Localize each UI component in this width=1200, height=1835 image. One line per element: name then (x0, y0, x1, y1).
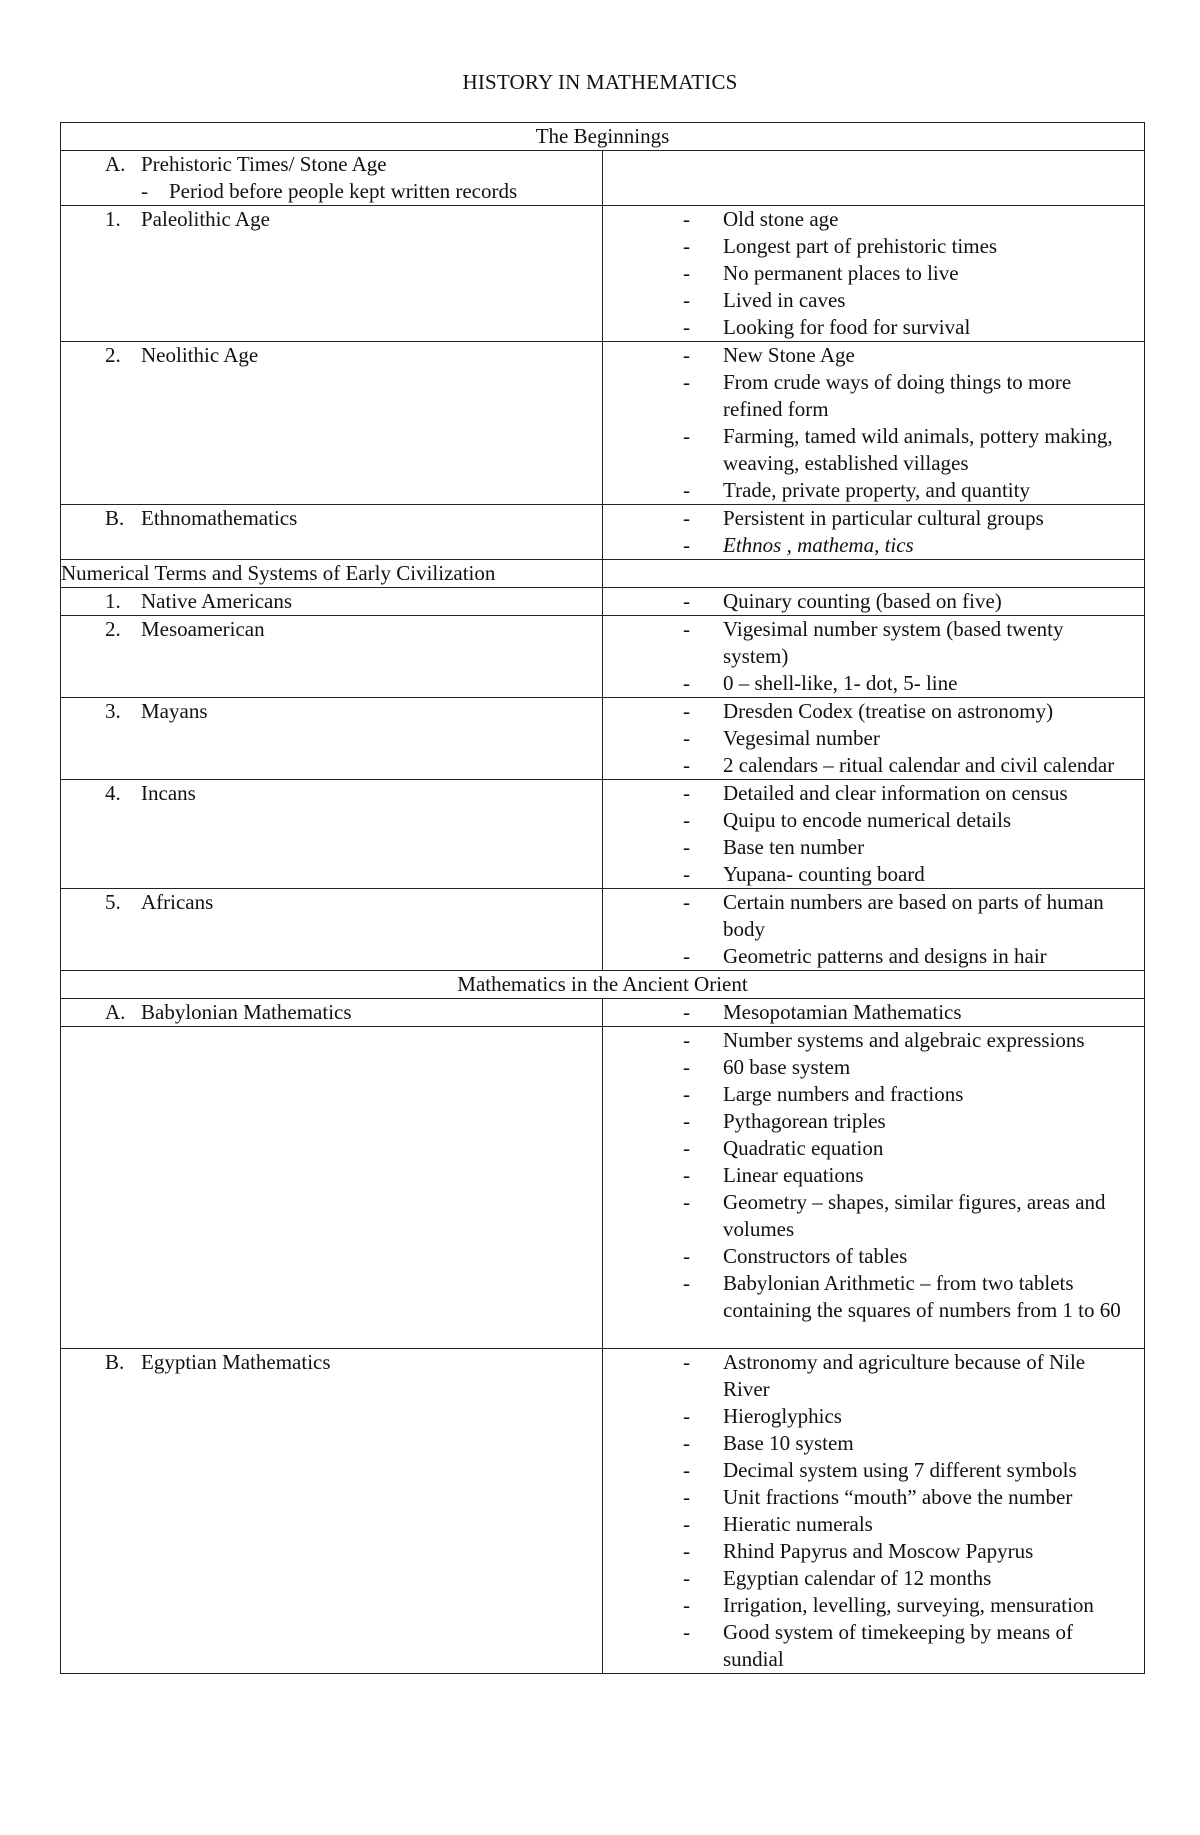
bullet-dash: - (683, 1431, 690, 1455)
list-item (603, 1243, 1132, 1270)
list-item-text: Rhind Papyrus and Moscow Papyrus (723, 1539, 1034, 1563)
row-label-cell (61, 151, 603, 206)
list-item-text: 2 calendars – ritual calendar and civil calendar (723, 753, 1115, 777)
bullet-dash: - (683, 589, 690, 613)
table-row (61, 1349, 1145, 1674)
row-detail-cell (603, 999, 1145, 1027)
row-label: Egyptian Mathematics (141, 1350, 331, 1374)
row-detail-cell (603, 342, 1145, 505)
list-item (603, 287, 1132, 314)
bullet-dash: - (683, 808, 690, 832)
list-item-text: Egyptian calendar of 12 months (723, 1566, 992, 1590)
row-marker: 4. (105, 781, 121, 805)
list-item-text: New Stone Age (723, 343, 855, 367)
bullet-list (603, 698, 1144, 779)
bullet-list (603, 206, 1144, 341)
list-item-text: Trade, private property, and quantity (723, 478, 1030, 502)
row-marker: B. (105, 1350, 125, 1374)
row-label: Prehistoric Times/ Stone Age (141, 152, 387, 176)
list-item (603, 889, 1132, 943)
bullet-dash: - (683, 261, 690, 285)
bullet-dash: - (683, 506, 690, 530)
list-item-text: Pythagorean triples (723, 1109, 886, 1133)
list-item-text: Persistent in particular cultural groups (723, 506, 1044, 530)
list-item (603, 943, 1132, 970)
row-label-cell (61, 1027, 603, 1349)
list-item-text: Geometry – shapes, similar figures, areas and volumes (723, 1190, 1106, 1241)
bullet-list (603, 588, 1144, 615)
row-detail-cell (603, 780, 1145, 889)
bullet-dash: - (683, 1566, 690, 1590)
list-item (603, 1511, 1132, 1538)
list-item (603, 834, 1132, 861)
row-label-cell (61, 1349, 603, 1674)
table-row (61, 505, 1145, 560)
list-item-text: Number systems and algebraic expressions (723, 1028, 1085, 1052)
bullet-dash: - (683, 1458, 690, 1482)
row-label: Babylonian Mathematics (141, 1000, 352, 1024)
list-item-text: Longest part of prehistoric times (723, 234, 998, 258)
bullet-dash: - (683, 1512, 690, 1536)
list-item (603, 1135, 1132, 1162)
table-row (61, 1027, 1145, 1349)
list-item (603, 532, 1132, 559)
table-row (61, 616, 1145, 698)
table-row (61, 780, 1145, 889)
list-item (603, 1538, 1132, 1565)
bullet-dash: - (141, 179, 148, 203)
list-item-text: Yupana- counting board (723, 862, 925, 886)
bullet-list (603, 889, 1144, 970)
list-item (603, 752, 1132, 779)
list-item-text: 60 base system (723, 1055, 851, 1079)
list-item (603, 1081, 1132, 1108)
list-item (603, 314, 1132, 341)
bullet-dash: - (683, 1082, 690, 1106)
row-marker: A. (105, 152, 126, 176)
row-label-cell (61, 616, 603, 698)
list-item-text: Base 10 system (723, 1431, 854, 1455)
list-item-text: Looking for food for survival (723, 315, 971, 339)
row-label: Incans (141, 781, 196, 805)
row-label: Mayans (141, 699, 208, 723)
bullet-dash: - (683, 234, 690, 258)
row-marker: 2. (105, 617, 121, 641)
list-item-text: Detailed and clear information on census (723, 781, 1068, 805)
list-item-text: Babylonian Arithmetic – from two tablets containing the squares of numbers from 1 to 60 (723, 1271, 1121, 1322)
list-item-text: Decimal system using 7 different symbols (723, 1458, 1077, 1482)
row-detail-cell (603, 588, 1145, 616)
list-item-text: Hieratic numerals (723, 1512, 873, 1536)
bullet-dash: - (683, 1485, 690, 1509)
row-label-cell (61, 999, 603, 1027)
bullet-dash: - (683, 862, 690, 886)
list-item (603, 725, 1132, 752)
list-item-text: Hieroglyphics (723, 1404, 842, 1428)
section-header-row (61, 123, 1145, 151)
list-item-text: Unit fractions “mouth” above the number (723, 1485, 1073, 1509)
list-item (603, 588, 1132, 615)
list-item (603, 477, 1132, 504)
bullet-dash: - (683, 1136, 690, 1160)
list-item (603, 1619, 1132, 1673)
bullet-dash: - (683, 726, 690, 750)
table-row (61, 151, 1145, 206)
row-detail-cell (603, 1027, 1145, 1349)
row-label: Paleolithic Age (141, 207, 270, 231)
table-row (61, 889, 1145, 971)
bullet-dash: - (683, 533, 690, 557)
row-marker: 5. (105, 890, 121, 914)
row-marker: 1. (105, 589, 121, 613)
list-item (603, 1484, 1132, 1511)
list-item (603, 1592, 1132, 1619)
list-item (603, 233, 1132, 260)
row-label-cell (61, 588, 603, 616)
bullet-list (603, 780, 1144, 888)
list-item (603, 423, 1132, 477)
bullet-dash: - (683, 1000, 690, 1024)
list-item-text: Astronomy and agriculture because of Nile River (723, 1350, 1086, 1401)
row-detail-cell (603, 505, 1145, 560)
bullet-dash: - (683, 1190, 690, 1214)
bullet-list (603, 999, 1144, 1026)
list-item (603, 505, 1132, 532)
bullet-dash: - (683, 781, 690, 805)
bullet-list (603, 342, 1144, 504)
row-label: Africans (141, 890, 214, 914)
bullet-dash: - (683, 288, 690, 312)
list-item (603, 670, 1132, 697)
row-sublabel: Period before people kept written records (169, 179, 518, 203)
page-title: HISTORY IN MATHEMATICS (462, 70, 738, 94)
row-label: Mesoamerican (141, 617, 265, 641)
list-item-text: Old stone age (723, 207, 839, 231)
list-item-text: No permanent places to live (723, 261, 959, 285)
bullet-dash: - (683, 699, 690, 723)
list-item-text: Mesopotamian Mathematics (723, 1000, 962, 1024)
row-label-cell (61, 206, 603, 342)
section-header-numerical: Numerical Terms and Systems of Early Civilization (61, 560, 603, 588)
bullet-dash: - (683, 835, 690, 859)
list-item-text: Good system of timekeeping by means of sundial (723, 1620, 1073, 1671)
list-item (603, 780, 1132, 807)
row-label: Neolithic Age (141, 343, 259, 367)
list-item (603, 369, 1132, 423)
bullet-dash: - (683, 1028, 690, 1052)
list-item-text: Dresden Codex (treatise on astronomy) (723, 699, 1054, 723)
row-label-cell (61, 889, 603, 971)
list-item-text: Certain numbers are based on parts of human body (723, 890, 1104, 941)
list-item (603, 1565, 1132, 1592)
list-item (603, 1457, 1132, 1484)
list-item (603, 1403, 1132, 1430)
row-label-cell (61, 780, 603, 889)
list-item (603, 1270, 1132, 1324)
bullet-dash: - (683, 1593, 690, 1617)
list-item (603, 260, 1132, 287)
row-detail-cell (603, 1349, 1145, 1674)
bullet-dash: - (683, 370, 690, 394)
list-item-text: From crude ways of doing things to more refined form (723, 370, 1072, 421)
list-item (603, 1162, 1132, 1189)
table-row (61, 206, 1145, 342)
list-item-text: Vigesimal number system (based twenty system) (723, 617, 1064, 668)
list-item-text: Irrigation, levelling, surveying, mensuration (723, 1593, 1094, 1617)
row-marker: A. (105, 1000, 126, 1024)
bullet-dash: - (683, 424, 690, 448)
bullet-dash: - (683, 1055, 690, 1079)
bullet-dash: - (683, 343, 690, 367)
list-item-text: Base ten number (723, 835, 865, 859)
bullet-dash: - (683, 207, 690, 231)
bullet-dash: - (683, 1244, 690, 1268)
row-label-cell (61, 342, 603, 505)
table-row (61, 588, 1145, 616)
table-row (61, 560, 1145, 588)
bullet-dash: - (683, 1109, 690, 1133)
list-item (603, 342, 1132, 369)
list-item (603, 1027, 1132, 1054)
history-table (60, 122, 1145, 1674)
list-item-text: Large numbers and fractions (723, 1082, 964, 1106)
row-marker: 2. (105, 343, 121, 367)
row-marker: 3. (105, 699, 121, 723)
row-label: Ethnomathematics (141, 506, 298, 530)
table-row (61, 698, 1145, 780)
list-item (603, 1108, 1132, 1135)
row-label-cell (61, 505, 603, 560)
list-item-text: 0 – shell-like, 1- dot, 5- line (723, 671, 958, 695)
bullet-dash: - (683, 671, 690, 695)
list-item-text: Lived in caves (723, 288, 846, 312)
section-header-orient: Mathematics in the Ancient Orient (61, 971, 1145, 999)
bullet-dash: - (683, 753, 690, 777)
bullet-dash: - (683, 478, 690, 502)
list-item (603, 1054, 1132, 1081)
list-item-text: Geometric patterns and designs in hair (723, 944, 1047, 968)
row-label: Native Americans (141, 589, 293, 613)
list-item (603, 698, 1132, 725)
bullet-list (603, 1349, 1144, 1673)
table-row (61, 999, 1145, 1027)
list-item (603, 807, 1132, 834)
list-item (603, 861, 1132, 888)
row-detail-cell (603, 616, 1145, 698)
row-detail-cell (603, 698, 1145, 780)
bullet-dash: - (683, 315, 690, 339)
bullet-list (603, 505, 1144, 559)
bullet-dash: - (683, 1350, 690, 1374)
row-detail-cell (603, 206, 1145, 342)
list-item (603, 1189, 1132, 1243)
table-row (61, 342, 1145, 505)
row-marker: B. (105, 506, 125, 530)
list-item-text: Linear equations (723, 1163, 864, 1187)
bullet-dash: - (683, 1163, 690, 1187)
section-header-row (61, 971, 1145, 999)
list-item (603, 1430, 1132, 1457)
section-header-beginnings: The Beginnings (61, 123, 1145, 151)
list-item-text: Farming, tamed wild animals, pottery making, weaving, established villages (723, 424, 1113, 475)
list-item (603, 1349, 1132, 1403)
row-detail-cell (603, 889, 1145, 971)
list-item-text: Ethnos , mathema, tics (723, 533, 914, 557)
bullet-dash: - (683, 890, 690, 914)
list-item-text: Quadratic equation (723, 1136, 884, 1160)
list-item-text: Quinary counting (based on five) (723, 589, 1002, 613)
list-item (603, 616, 1132, 670)
list-item-text: Constructors of tables (723, 1244, 908, 1268)
list-item-text: Vegesimal number (723, 726, 880, 750)
row-marker: 1. (105, 207, 121, 231)
row-label-cell (61, 698, 603, 780)
list-item (603, 206, 1132, 233)
bullet-dash: - (683, 1271, 690, 1295)
bullet-dash: - (683, 944, 690, 968)
row-detail-cell (603, 151, 1145, 206)
list-item (603, 999, 1132, 1026)
bullet-list (603, 1027, 1144, 1348)
bullet-list (603, 616, 1144, 697)
bullet-dash: - (683, 1404, 690, 1428)
row-detail-cell (603, 560, 1145, 588)
bullet-dash: - (683, 617, 690, 641)
bullet-dash: - (683, 1620, 690, 1644)
list-item-text: Quipu to encode numerical details (723, 808, 1012, 832)
bullet-dash: - (683, 1539, 690, 1563)
